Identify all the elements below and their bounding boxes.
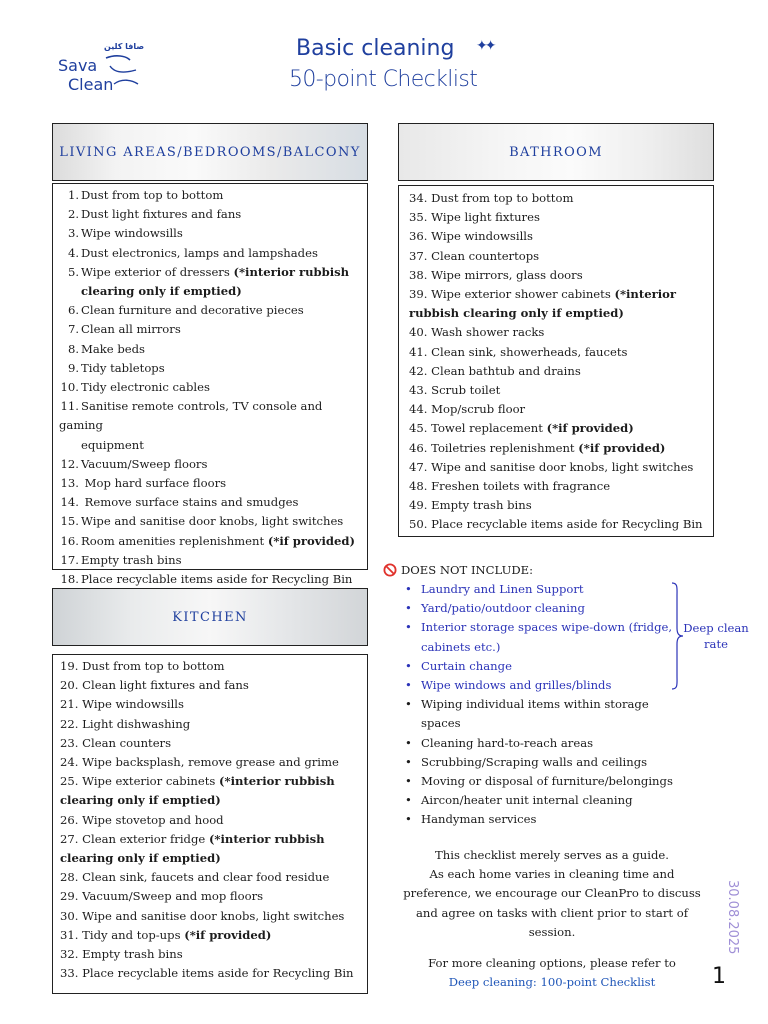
guide-line: and agree on tasks with client prior to start of <box>416 905 688 920</box>
checklist-item <box>59 512 367 531</box>
checklist-item <box>60 849 367 868</box>
deep-rate-line2: rate <box>704 637 728 651</box>
checklist-item <box>60 926 367 945</box>
item-number: 6. <box>67 303 79 318</box>
checklist-item <box>409 496 713 515</box>
item-note: (*interior rubbish <box>233 264 350 279</box>
item-note: rubbish clearing only if emptied) <box>409 306 624 321</box>
item-text: 34. Dust from top to bottom <box>409 191 574 205</box>
item-text: 19. Dust from top to bottom <box>60 659 225 673</box>
checklist-item <box>59 224 367 243</box>
checklist-item <box>409 381 713 400</box>
exclusion-item: • Handyman services <box>398 810 688 829</box>
checklist-item <box>409 458 713 477</box>
exclusion-item: • Cleaning hard-to-reach areas <box>398 734 688 753</box>
item-text: 48. Freshen toilets with fragrance <box>409 479 611 494</box>
item-text: 35. Wipe light fixtures <box>409 210 540 225</box>
checklist-item <box>409 343 713 362</box>
checklist-item <box>409 400 713 419</box>
checklist-item <box>409 285 713 304</box>
item-number: 15. <box>60 514 79 529</box>
checklist-item <box>60 753 367 772</box>
exclusion-item: spaces <box>421 716 461 731</box>
item-number: 2. <box>67 207 79 222</box>
item-text: 37. Clean countertops <box>409 248 540 263</box>
checklist-item <box>60 695 367 714</box>
item-note: (*if provided) <box>578 440 666 455</box>
item-text: Dust electronics, lamps and lampshades <box>81 245 318 260</box>
item-text: 27. Clean exterior fridge <box>60 831 209 846</box>
checklist-item <box>60 830 367 849</box>
checklist-item <box>60 907 367 926</box>
exclusion-item: • Interior storage spaces wipe-down (fridge, <box>398 618 688 637</box>
checklist-item <box>60 676 367 695</box>
item-number: 13. <box>60 476 79 491</box>
checklist-item <box>59 474 367 493</box>
checklist-item <box>60 964 367 983</box>
checklist-item <box>409 323 713 342</box>
section-title-kitchen: KITCHEN <box>172 609 248 625</box>
item-number: 10. <box>60 380 79 395</box>
exclusion-item: • Scrubbing/Scraping walls and ceilings <box>398 753 688 772</box>
checklist-item <box>59 186 367 205</box>
item-text: Place recyclable items aside for Recycling Bin <box>81 572 353 587</box>
checklist-item <box>409 266 713 285</box>
item-text: 32. Empty trash bins <box>60 947 183 962</box>
item-note: (*interior <box>614 287 676 302</box>
item-number: 1. <box>67 188 79 202</box>
checklist-item <box>409 304 713 323</box>
checklist-item <box>59 455 367 474</box>
logo-text-line1: Sava <box>58 56 98 75</box>
item-text: Wipe and sanitise door knobs, light switches <box>81 514 344 529</box>
item-number: 8. <box>67 341 79 356</box>
checklist-item <box>60 772 367 791</box>
exclusion-item: • Curtain change <box>398 657 688 676</box>
item-text: 20. Clean light fixtures and fans <box>60 678 249 693</box>
guide-line: As each home varies in cleaning time and <box>429 867 675 882</box>
item-text: 31. Tidy and top-ups <box>60 927 185 942</box>
exclusions-title: DOES NOT INCLUDE: <box>401 563 534 577</box>
item-note: (*interior rubbish <box>219 774 335 789</box>
item-text: 49. Empty trash bins <box>409 498 532 513</box>
item-text: 43. Scrub toilet <box>409 383 501 398</box>
checklist-item <box>409 362 713 381</box>
item-text: Mop hard surface floors <box>81 476 227 491</box>
item-text: Dust light fixtures and fans <box>81 207 242 222</box>
exclusion-item: • Yard/patio/outdoor cleaning <box>398 599 688 618</box>
brand-logo <box>52 42 152 98</box>
exclusion-item: • Moving or disposal of furniture/belongings <box>398 772 688 791</box>
checklist-item <box>59 570 367 589</box>
item-text: 45. Towel replacement <box>409 421 547 436</box>
checklist-item <box>409 419 713 438</box>
item-text: 30. Wipe and sanitise door knobs, light switches <box>60 908 345 923</box>
item-text: 26. Wipe stovetop and hood <box>60 812 224 827</box>
checklist-item <box>409 227 713 246</box>
checklist-item <box>60 868 367 887</box>
item-text: 42. Clean bathtub and drains <box>409 363 581 378</box>
checklist-item <box>59 397 367 435</box>
checklist-item <box>409 515 713 534</box>
deep-clean-rate-note <box>680 620 752 652</box>
section-title-bathroom: BATHROOM <box>509 144 603 160</box>
item-text: 38. Wipe mirrors, glass doors <box>409 267 583 282</box>
living-checklist-box <box>52 183 368 587</box>
checklist-item <box>60 715 367 734</box>
item-text: Sanitise remote controls, TV console and gaming <box>59 399 323 433</box>
item-text: 44. Mop/scrub floor <box>409 402 526 417</box>
checklist-item <box>59 436 367 455</box>
item-text: 33. Place recyclable items aside for Recycling Bin <box>60 966 354 981</box>
item-text: 29. Vacuum/Sweep and mop floors <box>60 889 264 904</box>
checklist-item <box>60 887 367 906</box>
item-note: clearing only if emptied) <box>60 793 221 808</box>
item-number: 9. <box>67 360 79 375</box>
item-number: 14. <box>60 495 79 510</box>
exclusion-item: • Laundry and Linen Support <box>398 580 688 599</box>
kitchen-checklist-box <box>52 654 368 994</box>
item-text: equipment <box>81 437 144 452</box>
checklist-item <box>59 205 367 224</box>
item-text: 25. Wipe exterior cabinets <box>60 774 220 789</box>
living-checklist <box>59 186 367 589</box>
checklist-item <box>59 340 367 359</box>
checklist-item <box>59 301 367 320</box>
page-number: 1 <box>712 964 726 989</box>
item-text: 47. Wipe and sanitise door knobs, light switches <box>409 459 694 474</box>
logo-arabic-text: صافا كلين <box>104 42 145 51</box>
checklist-item <box>59 551 367 570</box>
item-text: Room amenities replenishment <box>81 533 268 548</box>
page-title: Basic cleaning <box>296 36 455 61</box>
item-text: 28. Clean sink, faucets and clear food residue <box>60 870 330 885</box>
item-text: Wipe exterior of dressers <box>81 264 234 279</box>
item-text: Make beds <box>81 341 146 356</box>
checklist-item <box>409 247 713 266</box>
bathroom-checklist <box>409 189 713 535</box>
checklist-item <box>59 282 367 301</box>
more-options <box>392 954 712 992</box>
item-text: 21. Wipe windowsills <box>60 697 184 712</box>
guide-line: session. <box>528 924 576 939</box>
item-text: Tidy tabletops <box>81 360 165 375</box>
checklist-item <box>409 439 713 458</box>
section-header-living <box>52 123 368 181</box>
exclusion-item: • Wipe windows and grilles/blinds <box>398 676 688 695</box>
item-text: Clean all mirrors <box>81 322 181 337</box>
checklist-item <box>409 208 713 227</box>
item-number: 18. <box>60 572 79 587</box>
item-number: 3. <box>67 226 79 241</box>
guide-line: This checklist merely serves as a guide. <box>435 848 669 862</box>
checklist-item <box>59 359 367 378</box>
section-title-living: LIVING AREAS/BEDROOMS/BALCONY <box>59 144 361 160</box>
deep-cleaning-link[interactable]: Deep cleaning: 100-point Checklist <box>448 975 656 990</box>
item-number: 5. <box>67 264 79 279</box>
checklist-item <box>409 477 713 496</box>
item-number: 16. <box>60 533 79 548</box>
item-text: Clean furniture and decorative pieces <box>81 303 304 318</box>
logo-text-line2: Clean <box>68 75 114 94</box>
kitchen-checklist <box>60 657 367 983</box>
item-text: 24. Wipe backsplash, remove grease and grime <box>60 755 339 770</box>
item-text: Empty trash bins <box>81 552 182 567</box>
checklist-item <box>59 244 367 263</box>
checklist-item <box>60 945 367 964</box>
more-options-text: For more cleaning options, please refer to <box>428 956 676 970</box>
item-number: 7. <box>67 322 79 337</box>
prohibited-icon <box>383 563 397 577</box>
exclusion-item: • Aircon/heater unit internal cleaning <box>398 791 688 810</box>
item-text: 39. Wipe exterior shower cabinets <box>409 287 615 302</box>
item-note: (*if provided) <box>546 421 634 436</box>
item-number: 4. <box>67 245 79 260</box>
item-text: 40. Wash shower racks <box>409 325 545 340</box>
item-text: 22. Light dishwashing <box>60 716 191 731</box>
item-number: 12. <box>60 456 79 471</box>
checklist-item <box>60 734 367 753</box>
checklist-item <box>59 263 367 282</box>
section-header-bathroom <box>398 123 714 181</box>
item-text: 23. Clean counters <box>60 735 172 750</box>
exclusion-item: • Wiping individual items within storage <box>398 695 688 714</box>
checklist-item <box>60 791 367 810</box>
item-text: Dust from top to bottom <box>81 188 224 202</box>
item-note: clearing only if emptied) <box>60 851 221 866</box>
guide-line: preference, we encourage our CleanPro to discuss <box>403 886 701 901</box>
item-text: 36. Wipe windowsills <box>409 229 533 244</box>
item-text: Vacuum/Sweep floors <box>81 456 208 471</box>
item-text: Tidy electronic cables <box>81 380 210 395</box>
sparkle-icon: ✦✦ <box>476 38 494 54</box>
item-text: Remove surface stains and smudges <box>81 495 299 510</box>
section-header-kitchen <box>52 588 368 646</box>
deep-rate-line1: Deep clean <box>683 621 749 635</box>
document-date: 30.08.2025 <box>725 880 740 955</box>
checklist-item <box>59 320 367 339</box>
exclusion-item: cabinets etc.) <box>421 639 501 654</box>
checklist-item <box>60 657 367 676</box>
item-number: 11. <box>60 399 79 414</box>
item-note: (*interior rubbish <box>208 831 325 846</box>
item-note: (*if provided) <box>267 533 355 548</box>
item-number: 17. <box>60 552 79 567</box>
item-text: 41. Clean sink, showerheads, faucets <box>409 344 628 359</box>
bathroom-checklist-box <box>398 185 714 537</box>
guide-paragraph <box>392 846 712 942</box>
checklist-item <box>59 378 367 397</box>
checklist-item <box>59 493 367 512</box>
item-note: clearing only if emptied) <box>81 284 242 299</box>
item-text: 50. Place recyclable items aside for Recycling Bin <box>409 517 703 532</box>
checklist-item <box>59 532 367 551</box>
exclusions-list <box>398 580 688 830</box>
checklist-item <box>409 189 713 208</box>
item-note: (*if provided) <box>184 927 272 942</box>
checklist-item <box>60 811 367 830</box>
exclusions-heading <box>383 563 533 577</box>
page-subtitle: 50-point Checklist <box>289 67 478 92</box>
item-text: Wipe windowsills <box>81 226 183 241</box>
item-text: 46. Toiletries replenishment <box>409 440 579 455</box>
